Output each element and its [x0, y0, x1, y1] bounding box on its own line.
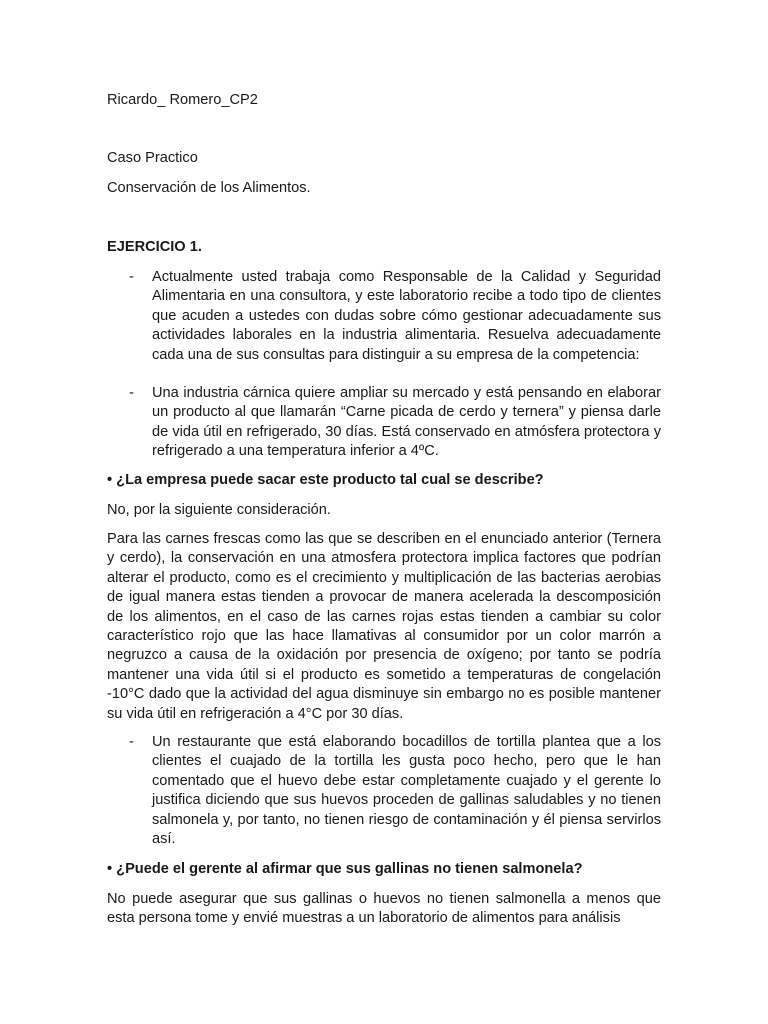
bullet-dash: -: [129, 734, 134, 750]
case-1-paragraph: Una industria cárnica quiere ampliar su mercado y está pensando en elaborar un producto al que llamarán “Carne picada de cerdo y ternera” y piensa darle de vida útil en refrigerado, 30 días. Está conservado en atmósfera protectora y refrigerado a una temperatura inferior a 4ºC.: [152, 385, 661, 460]
document-type: Caso Practico: [107, 150, 198, 166]
bullet-dash: -: [129, 385, 134, 401]
answer-1-short: No, por la siguiente consideración.: [107, 502, 331, 518]
author-line: Ricardo_ Romero_CP2: [107, 92, 258, 108]
answer-2-paragraph: No puede asegurar que sus gallinas o huevos no tienen salmonella a menos que esta persona tome y envié muestras a un laboratorio de alimentos para análisis: [107, 891, 661, 927]
bullet-dash: -: [129, 269, 134, 285]
exercise-title: EJERCICIO 1.: [107, 239, 202, 255]
document-subject: Conservación de los Alimentos.: [107, 180, 311, 196]
exercise-intro: Actualmente usted trabaja como Responsable de la Calidad y Seguridad Alimentaria en una consultora, y este laboratorio recibe a todo tipo de clientes que acuden a ustedes con dudas sobre cómo gestionar adecuadamente sus actividades laborales en la industria alimentaria. Resuelva adecuadamente cada una de sus consultas para distinguir a su empresa de la competencia:: [152, 269, 661, 363]
question-2: • ¿Puede el gerente al afirmar que sus gallinas no tienen salmonela?: [107, 861, 583, 877]
question-1: • ¿La empresa puede sacar este producto tal cual se describe?: [107, 472, 544, 488]
case-2-paragraph: Un restaurante que está elaborando bocadillos de tortilla plantea que a los clientes el cuajado de la tortilla les gusta poco hecho, pero que le han comentado que el huevo debe estar completamente cuajado y el gerente lo justifica diciendo que sus huevos proceden de gallinas saludables y no tienen salmonela y, por tanto, no tienen riesgo de contaminación y él piensa servirlos así.: [152, 734, 661, 848]
answer-1-paragraph: Para las carnes frescas como las que se describen en el enunciado anterior (Ternera y cerdo), la conservación en una atmosfera protectora implica factores que podrían alterar el producto, como es el crecimiento y multiplicación de las bacterias aerobias de igual manera estas tienden a provocar de manera acelerada la descomposición de los alimentos, en el caso de las carnes rojas estas tienden a cambiar su color característico rojo que las hace llamativas al consumidor por un color marrón a negruzco a causa de la oxidación por presencia de oxígeno; por tanto se podría mantener una vida útil si el producto es sometido a temperaturas de congelación -10°C dado que la actividad del agua disminuye sin embargo no es posible mantener su vida útil en refrigeración a 4°C por 30 días.: [107, 531, 661, 722]
